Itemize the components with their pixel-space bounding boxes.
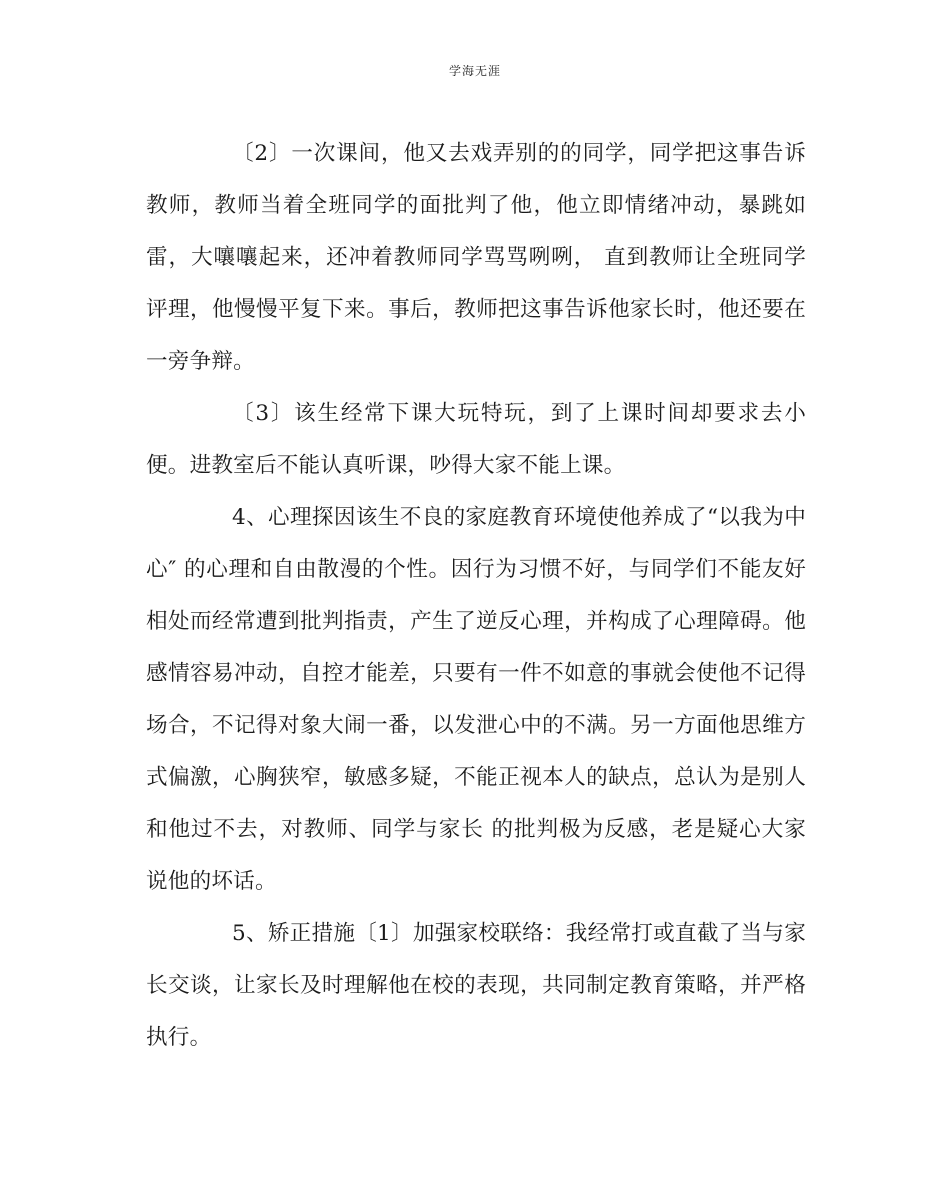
document-body: [146, 128, 806, 1064]
paragraph-psychology: 4、心理探因该生不良的家庭教育环境使他养成了“以我为中心″ 的心理和自由散漫的个性。因行为习惯不好，与同学们不能友好相处而经常遭到批判指责，产生了逆反心理，并构成了心理障碍。他感情容易冲动，自控才能差，只要有一件不如意的事就会使他不记得场合，不记得对象大闹一番，以发泄心中的不满。另一方面他思维方式偏激，心胸狭窄，敏感多疑，不能正视本人的缺点，总认为是别人和他过不去，对教师、同学与家长 的批判极为反感，老是疑心大家说他的坏话。: [146, 505, 806, 894]
paragraph-measures: 5、矫正措施〔1〕加强家校联络：我经常打或直截了当与家长交谈，让家长及时理解他在校的表现，共同制定教育策略，并严格执行。: [146, 921, 806, 1050]
page-header: 学海无涯: [448, 64, 501, 78]
paragraph-incident-2: 〔2〕一次课间，他又去戏弄别的的同学，同学把这事告诉教师，教师当着全班同学的面批判了他，他立即情绪冲动，暴跳如雷，大嚷嚷起来，还冲着教师同学骂骂咧咧， 直到教师让全班同学评理，他慢慢平复下来。事后，教师把这事告诉他家长时，他还要在一旁争辩。: [146, 141, 806, 374]
paragraph-incident-3: 〔3〕该生经常下课大玩特玩，到了上课时间却要求去小便。进教室后不能认真听课，吵得大家不能上课。: [146, 401, 806, 478]
